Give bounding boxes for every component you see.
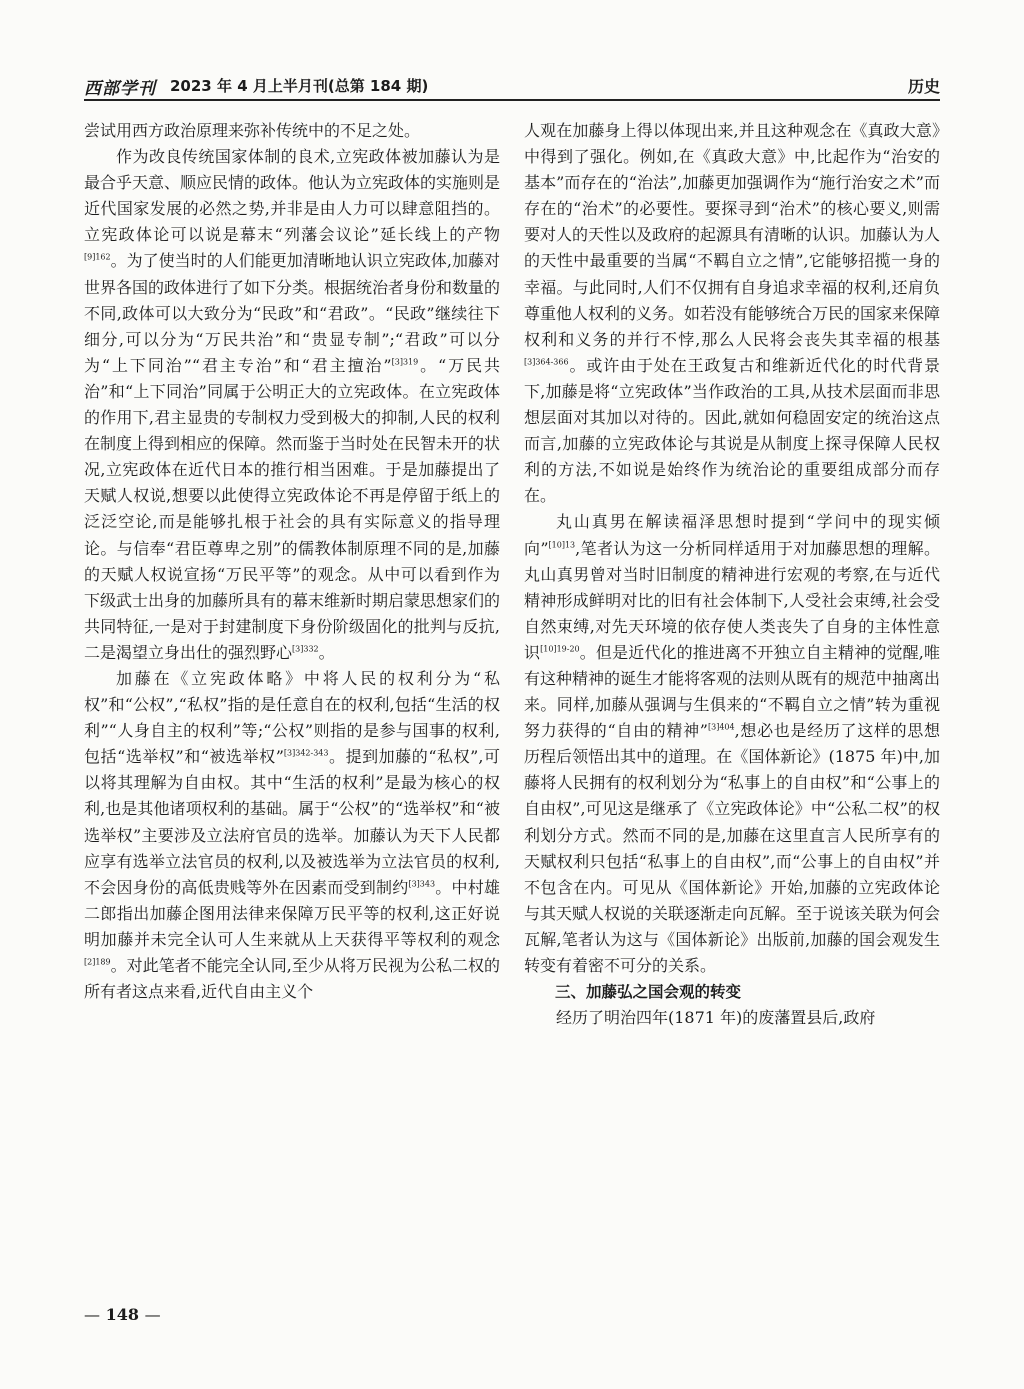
paragraph — [524, 118, 940, 509]
page-header — [84, 74, 940, 99]
page-number: 148 — [105, 1305, 139, 1324]
citation-ref: [10]19-20 — [540, 644, 580, 654]
paragraph-text: 。为了使当时的人们能更加清晰地认识立宪政体,加藤对世界各国的政体进行了如下分类。根据统治者身份和数量的不同,政体可以大致分为“民政”和“君政”。“民政”继续往下细分,可以分为“万民共治”和“贵显专制”;“君政”可以分为“上下同治”“君主专治”和“君主擅治” — [84, 251, 501, 375]
paragraph-text: ,笔者认为这一分析同样适用于对加藤思想的理解。丸山真男曾对当时旧制度的精神进行宏观的考察,在与近代精神形成鲜明对比的旧有社会体制下,人受社会束缚,社会受自然束缚,对先天环境的依存使人类丧失了自身的主体性意识 — [524, 538, 940, 662]
left-column — [84, 118, 500, 1005]
paragraph — [84, 118, 500, 144]
paragraph-text: 。对此笔者不能完全认同,至少从将万民视为公私二权的所有者这点来看,近代自由主义个 — [84, 956, 500, 1002]
paragraph — [84, 144, 500, 666]
paragraph-text: 人观在加藤身上得以体现出来,并且这种观念在《真政大意》中得到了强化。例如,在《真政大意》中,比起作为“治安的基本”而存在的“治法”,加藤更加强调作为“施行治安之术”而存在的“治术”的必要性。要探寻到“治术”的核心要义,则需要对人的天性以及政府的起源具有清晰的认识。加藤认为人的天性中最重要的当属“不羁自立之情”,它能够招揽一身的幸福。与此同时,人们不仅拥有自身追求幸福的权利,还肩负尊重他人权利的义务。如若没有能够统合万民的国家来保障权利和义务的并行不悖,那么人民将会丧失其幸福的根基 — [524, 121, 941, 349]
citation-ref: [9]162 — [84, 253, 111, 263]
paragraph-text: 尝试用西方政治原理来弥补传统中的不足之处。 — [84, 121, 421, 140]
citation-ref: [3]364-366 — [524, 357, 569, 367]
header-rule — [84, 99, 940, 101]
footer-dash-left: — — [84, 1305, 100, 1324]
paragraph-text: 。“万民共治”和“上下同治”同属于公明正大的立宪政体。在立宪政体的作用下,君主显贵的专制权力受到极大的抑制,人民的权利在制度上得到相应的保障。然而鉴于当时处在民智未开的状况,立宪政体在近代日本的推行相当困难。于是加藤提出了天赋人权说,想要以此使得立宪政体论不再是停留于纸上的泛泛空论,而是能够扎根于社会的具有实际意义的指导理论。与信奉“君臣尊卑之别”的儒教体制原理不同的是,加藤的天赋人权说宣扬“万民平等”的观念。从中可以看到作为下级武士出身的加藤所具有的幕末维新时期启蒙思想家们的共同特征,一是对于封建制度下身份阶级固化的批判与反抗,二是渴望立身出仕的强烈野心 — [84, 355, 501, 662]
paragraph-text: ,想必也是经历了这样的思想历程后领悟出其中的道理。在《国体新论》(1875 年)中,加藤将人民拥有的权利划分为“私事上的自由权”和“公事上的自由权”,可见这是继承了《立宪政体论》中“公私二权”的权利划分方式。然而不同的是,加藤在这里直言人民所享有的天赋权利只包括“私事上的自由权”,而“公事上的自由权”并不包含在内。可见从《国体新论》开始,加藤的立宪政体论与其天赋人权说的关联逐渐走向瓦解。至于说该关联为何会瓦解,笔者认为这与《国体新论》出版前,加藤的国会观发生转变有着密不可分的关系。 — [524, 721, 941, 975]
citation-ref: [3]342-343 — [283, 748, 329, 758]
right-column — [524, 118, 940, 1031]
section-heading — [524, 979, 940, 1005]
paragraph-text: 。中村雄二郎指出加藤企图用法律来保障万民平等的权利,这正好说明加藤并未完全认可人生来就从上天获得平等权利的观念 — [84, 877, 500, 949]
paragraph-text: 。但是近代化的推进离不开独立自主精神的觉醒,唯有这种精神的诞生才能将客观的法则从既有的规范中抽离出来。同样,加藤从强调与生俱来的“不羁自立之情”转为重视努力获得的“自由的精神” — [524, 642, 941, 741]
paragraph-text: 三、加藤弘之国会观的转变 — [555, 983, 742, 1002]
paragraph-text: 加藤在《立宪政体略》中将人民的权利分为“私权”和“公权”,“私权”指的是任意自在的权利,包括“生活的权利”“人身自主的权利”等;“公权”则指的是参与国事的权利,包括“选举权”和“被选举权” — [84, 668, 500, 767]
paragraph-text: 丸山真男在解读福泽思想时提到“学问中的现实倾向” — [524, 512, 940, 558]
paragraph — [524, 509, 940, 979]
citation-ref: [3]332 — [292, 644, 319, 654]
citation-ref: [3]404 — [707, 722, 735, 732]
paragraph-text: 作为改良传统国家体制的良术,立宪政体被加藤认为是最合乎天意、顺应民情的政体。他认为立宪政体的实施则是近代国家发展的必然之势,并非是由人力可以肆意阻挡的。立宪政体论可以说是幕末“列藩会议论”延长线上的产物 — [84, 147, 501, 245]
section-label: 历史 — [907, 77, 940, 96]
paragraph — [524, 1005, 940, 1031]
paragraph-text: 。或许由于处在王政复古和维新近代化的时代背景下,加藤是将“立宪政体”当作政治的工具,从技术层面而非思想层面对其加以对待的。因此,就如何稳固安定的统治这点而言,加藤的立宪政体论与其说是从制度上探寻保障人民权利的方法,不如说是始终作为统治论的重要组成部分而存在。 — [524, 355, 940, 506]
page-footer — [84, 1305, 161, 1324]
citation-ref: [2]189 — [84, 957, 111, 967]
citation-ref: [3]343 — [408, 879, 436, 889]
paragraph-text: 经历了明治四年(1871 年)的废藩置县后,政府 — [556, 1008, 876, 1028]
footer-dash-right: — — [144, 1305, 161, 1324]
issue-info: 2023 年 4 月上半月刊(总第 184 期) — [170, 77, 429, 95]
citation-ref: [3]319 — [391, 357, 419, 367]
paragraph-text: 。 — [318, 642, 335, 662]
paragraph — [84, 666, 500, 1005]
journal-logo: 西部学刊 — [84, 79, 156, 99]
citation-ref: [10]13 — [548, 540, 576, 550]
paragraph-text: 。提到加藤的“私权”,可以将其理解为自由权。其中“生活的权利”是最为核心的权利,也是其他诸项权利的基础。属于“公权”的“选举权”和“被选举权”主要涉及立法府官员的选举。加藤认为天下人民都应享有选举立法官员的权利,以及被选举为立法官员的权利,不会因身份的高低贵贱等外在因素而受到制约 — [84, 747, 500, 897]
